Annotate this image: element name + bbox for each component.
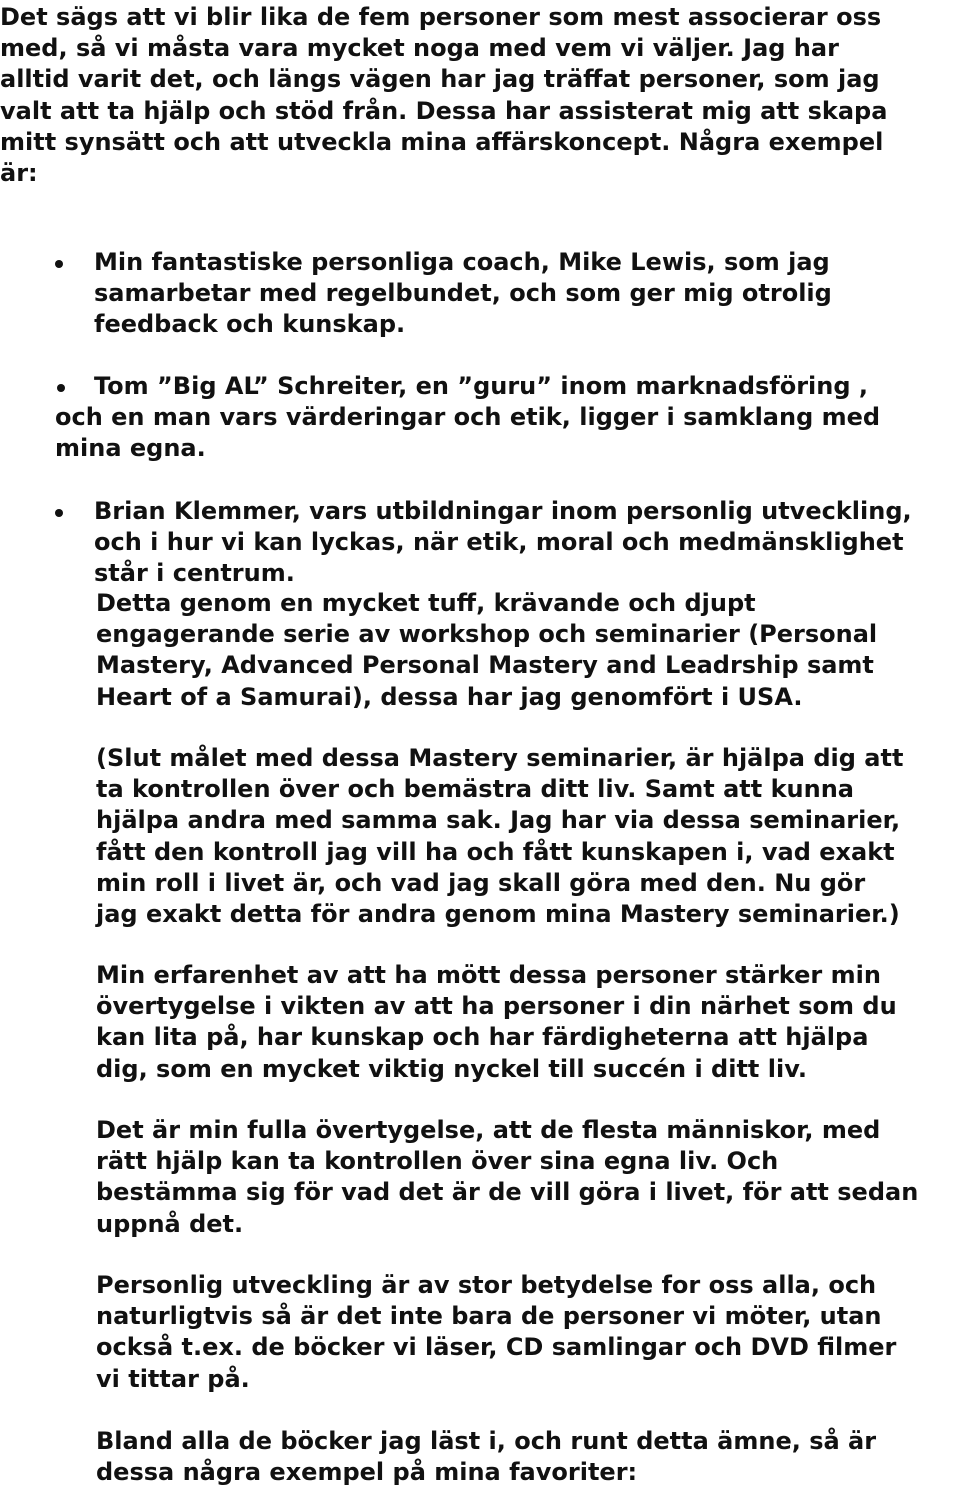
bullet-dot-icon: [55, 509, 63, 517]
body-paragraph-line: engagerande serie av workshop och seminarier (Personal: [96, 620, 878, 649]
body-paragraph-line: övertygelse i vikten av att ha personer i din närhet som du: [96, 992, 897, 1021]
bullet-item-line: Min fantastiske personliga coach, Mike Lewis, som jag: [94, 248, 830, 276]
body-paragraph-line: dessa några exempel på mina favoriter:: [96, 1458, 638, 1487]
body-paragraph-line: Det är min fulla övertygelse, att de flesta människor, med: [96, 1116, 881, 1144]
intro-paragraph-line: valt att ta hjälp och stöd från. Dessa har assisterat mig att skapa: [0, 96, 888, 125]
body-paragraph-line: Heart of a Samurai), dessa har jag genomfört i USA.: [96, 682, 803, 711]
body-paragraph-line: ta kontrollen över och bemästra ditt liv. Samt att kunna: [96, 775, 854, 804]
body-paragraph-line: (Slut målet med dessa Mastery seminarier, är hjälpa dig att: [96, 744, 904, 772]
body-paragraph-line: också t.ex. de böcker vi läser, CD samlingar och DVD filmer: [96, 1333, 897, 1362]
intro-paragraph-line: mitt synsätt och att utveckla mina affärskoncept. Några exempel: [0, 127, 884, 156]
body-paragraph-line: Min erfarenhet av att ha mött dessa personer stärker min: [96, 961, 881, 989]
bullet-dot-icon: [55, 260, 63, 268]
bullet-item-line: och i hur vi kan lyckas, när etik, moral och medmänsklighet: [94, 528, 904, 557]
intro-paragraph-line: är:: [0, 159, 38, 187]
body-paragraph-line: Bland alla de böcker jag läst i, och runt detta ämne, så är: [96, 1427, 877, 1455]
bullet-item-line: och en man vars värderingar och etik, ligger i samklang med: [55, 403, 881, 432]
bullet-item-line: Brian Klemmer, vars utbildningar inom personlig utveckling,: [94, 497, 912, 525]
body-paragraph-line: rätt hjälp kan ta kontrollen över sina egna liv. Och: [96, 1147, 779, 1176]
body-paragraph-line: min roll i livet är, och vad jag skall göra med den. Nu gör: [96, 868, 866, 897]
bullet-item-line: feedback och kunskap.: [94, 310, 406, 339]
body-paragraph-line: Detta genom en mycket tuff, krävande och djupt: [96, 589, 756, 617]
body-paragraph-line: hjälpa andra med samma sak. Jag har via dessa seminarier,: [96, 806, 901, 835]
body-paragraph-line: jag exakt detta för andra genom mina Mastery seminarier.): [96, 900, 900, 928]
bullet-item-line: mina egna.: [55, 434, 206, 463]
body-paragraph-line: fått den kontroll jag vill ha och fått kunskapen i, vad exakt: [96, 837, 895, 866]
bullet-item-line: står i centrum.: [94, 559, 295, 588]
intro-paragraph-line: Det sägs att vi blir lika de fem personer som mest associerar oss: [0, 3, 882, 31]
body-paragraph-line: bestämma sig för vad det är de vill göra i livet, för att sedan: [96, 1178, 919, 1207]
intro-paragraph-line: alltid varit det, och längs vägen har jag träffat personer, som jag: [0, 65, 880, 94]
body-paragraph-line: Personlig utveckling är av stor betydelse for oss alla, och: [96, 1271, 877, 1299]
body-paragraph-line: vi tittar på.: [96, 1364, 250, 1393]
body-paragraph-line: dig, som en mycket viktig nyckel till succén i ditt liv.: [96, 1054, 808, 1083]
body-paragraph-line: naturligtvis så är det inte bara de personer vi möter, utan: [96, 1302, 882, 1331]
body-paragraph-line: kan lita på, har kunskap och har färdigheterna att hjälpa: [96, 1023, 869, 1052]
bullet-item-line: Tom ”Big AL” Schreiter, en ”guru” inom marknadsföring ,: [94, 372, 869, 400]
bullet-item-line: samarbetar med regelbundet, och som ger mig otrolig: [94, 279, 832, 308]
body-paragraph-line: uppnå det.: [96, 1209, 244, 1238]
intro-paragraph-line: med, så vi måsta vara mycket noga med vem vi väljer. Jag har: [0, 34, 839, 63]
bullet-dot-icon: [57, 384, 65, 392]
body-paragraph-line: Mastery, Advanced Personal Mastery and Leadrship samt: [96, 651, 874, 680]
